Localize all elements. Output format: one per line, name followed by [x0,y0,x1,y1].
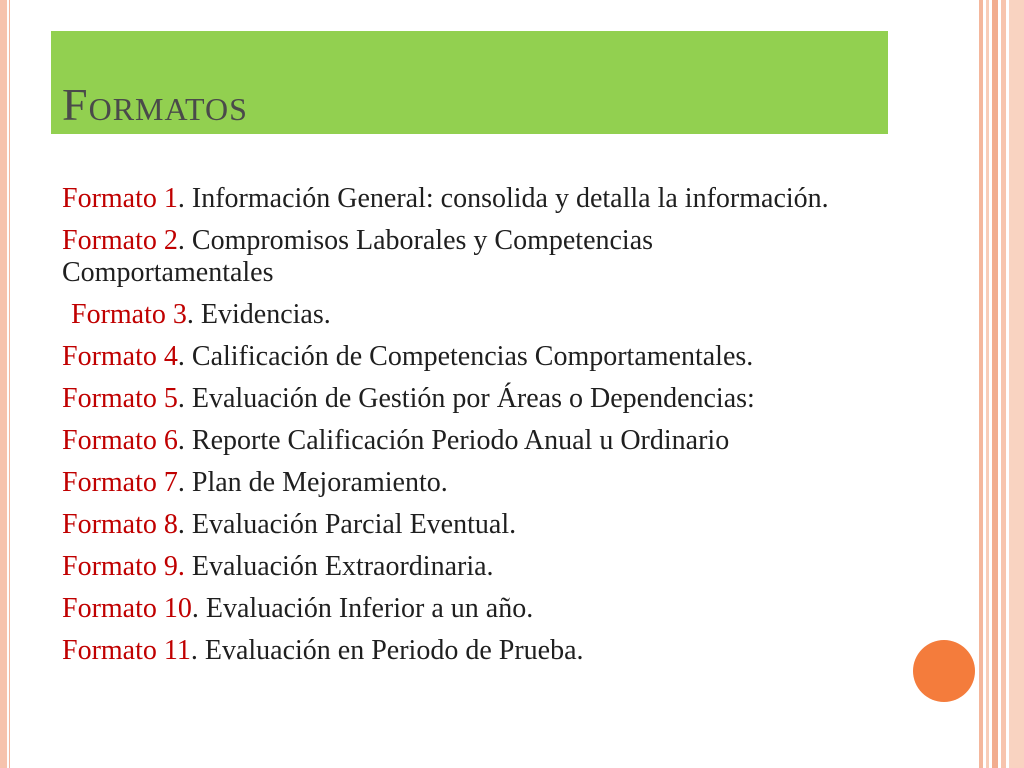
right-border-stripe [986,0,989,768]
right-border-stripe [992,0,998,768]
format-description: . Plan de Mejoramiento. [177,467,448,498]
list-item [62,551,962,583]
format-description: . Compromisos Laborales y Competencias Comportamentales [62,225,654,288]
format-label: Formato 2 [62,225,178,256]
right-border-stripe [979,0,983,768]
list-item [62,183,852,215]
format-label: Formato 9. [62,551,185,582]
format-description: . Evaluación en Periodo de Prueba. [190,635,584,666]
left-border-line [9,0,10,768]
list-item [62,383,962,415]
list-item [62,299,962,331]
format-list [62,183,962,667]
format-description: . Evaluación Parcial Eventual. [177,509,517,540]
right-border-stripe [1001,0,1006,768]
format-label: Formato 5 [62,383,178,414]
format-label: Formato 7 [62,467,178,498]
format-label: Formato 3 [71,299,187,330]
format-label: Formato 11 [62,635,191,666]
list-item [62,225,852,289]
format-description: . Evaluación Inferior a un año. [191,593,534,624]
format-description: . Evidencias. [186,299,331,330]
format-description: . Calificación de Competencias Comportamentales. [177,341,754,372]
format-description: . Evaluación de Gestión por Áreas o Dependencias: [177,383,755,414]
list-item [62,635,962,667]
format-label: Formato 8 [62,509,178,540]
list-item [62,425,962,457]
accent-circle-icon [913,640,975,702]
left-border-decoration [0,0,7,768]
format-label: Formato 6 [62,425,178,456]
list-item [62,509,962,541]
slide-title: Formatos [62,79,248,130]
list-item [62,593,962,625]
format-label: Formato 4 [62,341,178,372]
right-border-stripe [1009,0,1024,768]
format-description: . Reporte Calificación Periodo Anual u Ordinario [177,425,730,456]
format-description: Evaluación Extraordinaria. [184,551,494,582]
list-item [62,341,962,373]
list-item [62,467,962,499]
format-label: Formato 10 [62,593,192,624]
format-label: Formato 1 [62,183,178,214]
format-description: . Información General: consolida y detalla la información. [177,183,829,214]
